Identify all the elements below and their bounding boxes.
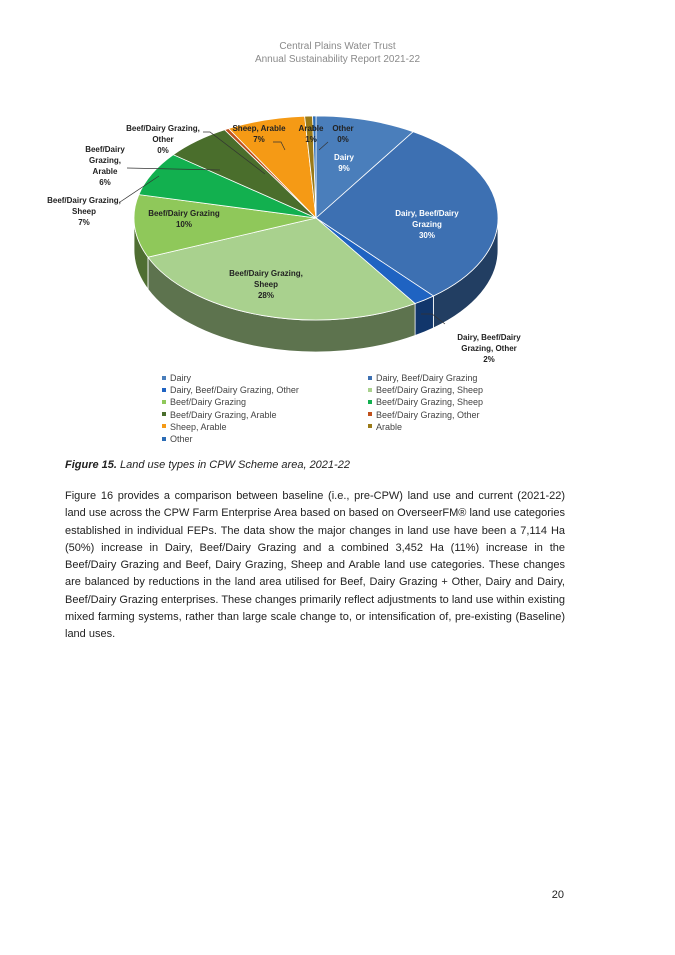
legend-swatch — [368, 376, 372, 380]
slice-label-5: Beef/Dairy Grazing, Sheep 7% — [47, 196, 121, 227]
legend-swatch — [368, 424, 372, 428]
figure-caption — [65, 459, 350, 471]
slice-label-8: Sheep, Arable 7% — [232, 124, 286, 144]
legend-swatch — [368, 388, 372, 392]
legend-swatch — [162, 412, 166, 416]
slice-label-2: Dairy, Beef/Dairy Grazing, Other 2% — [457, 333, 521, 364]
legend-swatch — [162, 424, 166, 428]
legend-swatch — [162, 400, 166, 404]
body-paragraph: Figure 16 provides a comparison between baseline (i.e., pre-CPW) land use and current (2021-22) land use across the CPW Farm Enterprise Area based on based on OverseerFM® land use categories established in individual FEPs. The data show the major changes in land use have been a 7,114 Ha (50%) increase in Dairy, Beef/Dairy Grazing and a combined 3,452 Ha (11%) increase in the Beef/Dairy Grazing and Beef, Dairy Grazing, Sheep and Arable land use categories. These changes are balanced by reductions in the land area utilised for Beef, Dairy Grazing + Other, Dairy and Dairy, Beef/Dairy Grazing enterprises. These changes primarily reflect adjustments to land use within existing mixed farming systems, rather than large scale change to, or intensification of, pre-existing (Baseline) land uses. — [65, 490, 565, 641]
legend-item — [162, 409, 277, 421]
legend-item — [162, 396, 246, 408]
figure-label: Figure 15. — [65, 459, 117, 471]
header-organization: Central Plains Water Trust — [279, 41, 396, 52]
legend-label: Beef/Dairy Grazing, Sheep — [376, 397, 484, 408]
slice-label-4: Beef/Dairy Grazing 10% — [148, 209, 220, 229]
legend-label: Beef/Dairy Grazing, Sheep — [376, 385, 484, 396]
legend-label: Beef/Dairy Grazing — [170, 397, 247, 408]
page-header — [0, 40, 675, 66]
legend-item — [368, 409, 480, 421]
header-report-title: Annual Sustainability Report 2021-22 — [254, 54, 421, 65]
legend-item — [162, 421, 227, 433]
pie-top-layer — [134, 116, 498, 320]
legend-swatch — [162, 437, 166, 441]
slice-label-10: Other 0% — [332, 124, 354, 144]
legend-item — [368, 396, 483, 408]
legend-label: Dairy — [170, 373, 192, 383]
slice-label-0: Dairy 9% — [333, 153, 355, 173]
legend-item — [368, 421, 402, 433]
figure-caption-text: Land use types in CPW Scheme area, 2021-22 — [116, 459, 350, 471]
slice-label-7: Beef/Dairy Grazing, Other 0% — [126, 124, 200, 155]
legend-item — [162, 372, 191, 384]
legend-label: Beef/Dairy Grazing, Arable — [170, 409, 277, 420]
legend-swatch — [162, 388, 166, 392]
legend-item — [368, 372, 477, 384]
legend-item — [368, 384, 483, 396]
legend-swatch — [162, 376, 166, 380]
legend-label: Dairy, Beef/Dairy Grazing, Other — [170, 385, 299, 396]
legend-swatch — [368, 412, 372, 416]
slice-label-6: Beef/Dairy Grazing, Arable 6% — [85, 145, 125, 187]
legend-label: Beef/Dairy Grazing, Other — [376, 409, 480, 420]
legend-swatch — [368, 400, 372, 404]
slice-label-3: Beef/Dairy Grazing, Sheep 28% — [229, 269, 303, 300]
legend-label: Dairy, Beef/Dairy Grazing — [376, 373, 478, 383]
legend-label: Sheep, Arable — [170, 421, 227, 432]
page-number: 20 — [551, 889, 564, 901]
slice-label-1: Dairy, Beef/Dairy Grazing 30% — [395, 209, 459, 240]
legend-label: Arable — [376, 421, 403, 432]
legend-item — [162, 384, 299, 396]
legend-item — [162, 433, 193, 445]
legend-label: Other — [170, 434, 193, 444]
slice-label-9: Arable 1% — [298, 124, 324, 144]
